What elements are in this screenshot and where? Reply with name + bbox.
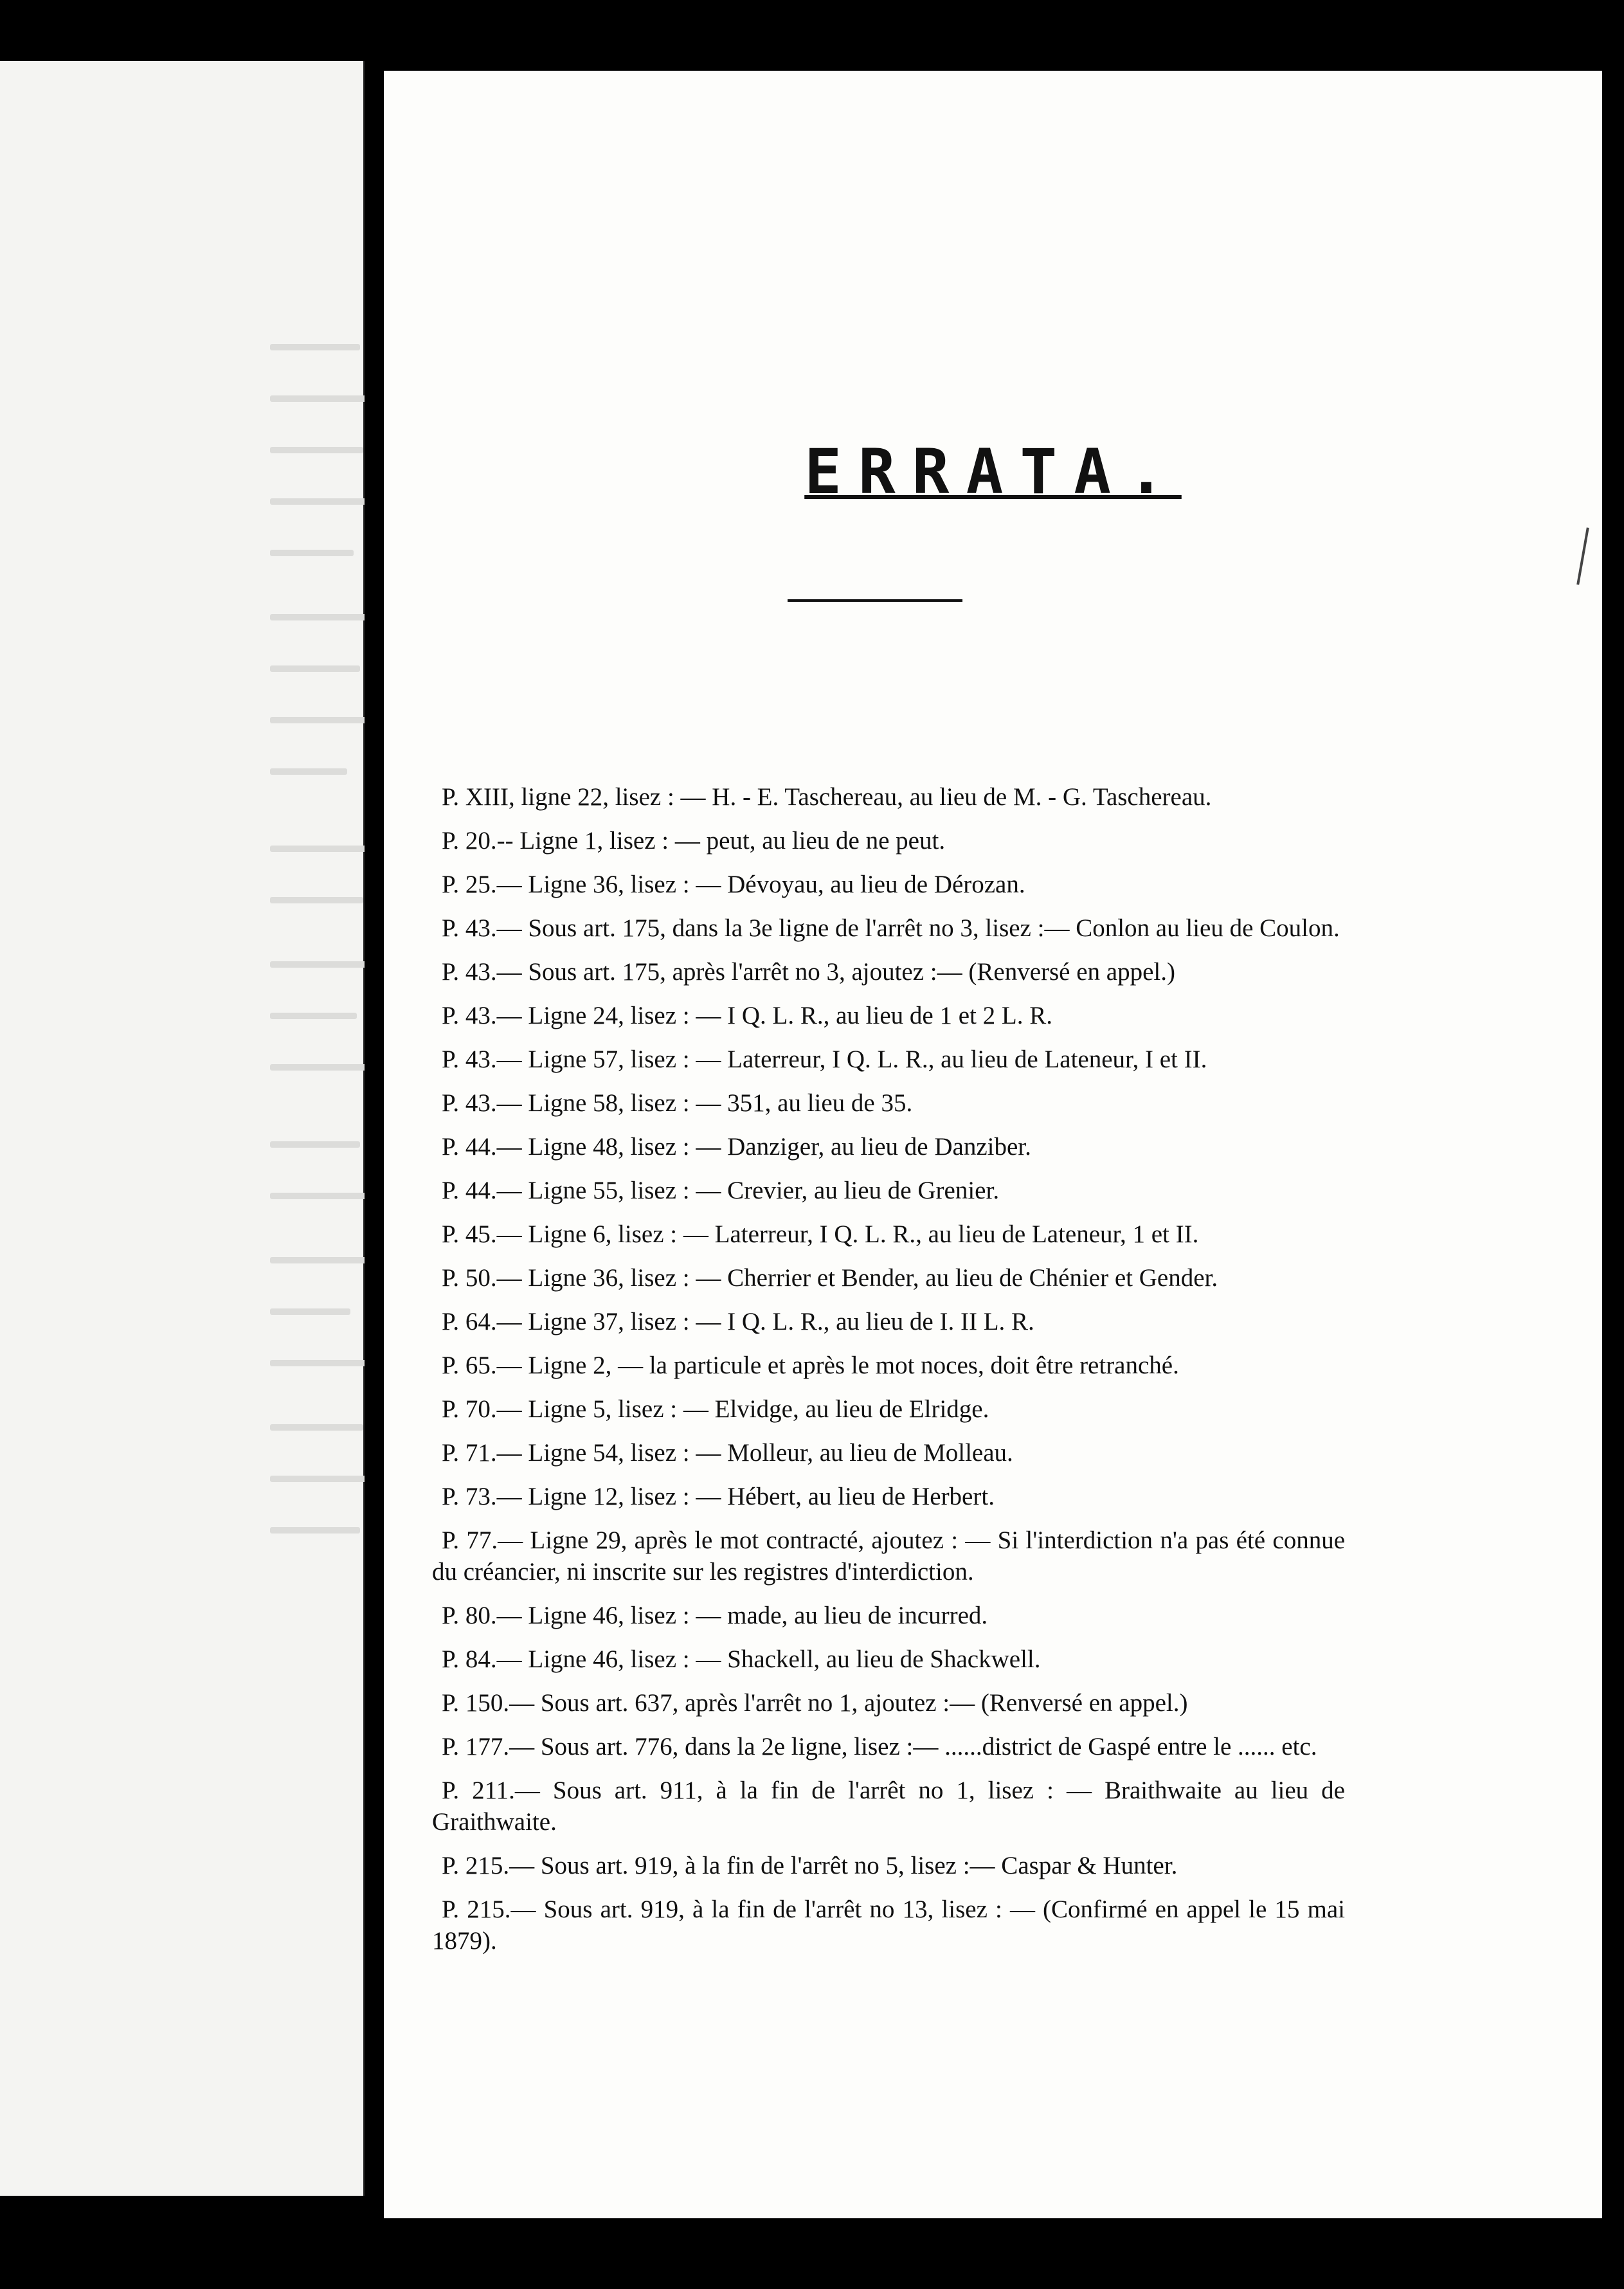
errata-entry: P. 84.— Ligne 46, lisez : — Shackell, au lieu de Shackwell.: [442, 1645, 1041, 1673]
bleed-through-line: [270, 1064, 366, 1071]
errata-entry: P. 44.— Ligne 48, lisez : — Danziger, au lieu de Danziber.: [442, 1133, 1031, 1161]
bleed-through-line: [270, 665, 360, 672]
bleed-through-line: [270, 1308, 350, 1315]
errata-entry: P. 70.— Ligne 5, lisez : — Elvidge, au lieu de Elridge.: [442, 1395, 989, 1423]
errata-entry: P. 43.— Sous art. 175, dans la 3e ligne de l'arrêt no 3, lisez :— Conlon au lieu de Coulon.: [442, 914, 1340, 942]
errata-entry: P. 43.— Ligne 58, lisez : — 351, au lieu de 35.: [442, 1089, 913, 1117]
bleed-through-line: [270, 550, 354, 556]
bleed-through-line: [270, 498, 366, 505]
bleed-through-line: [270, 614, 366, 620]
errata-entry: P. 43.— Ligne 24, lisez : — I Q. L. R., au lieu de 1 et 2 L. R.: [442, 1002, 1052, 1029]
errata-page: [384, 71, 1602, 2218]
bleed-through-line: [270, 1013, 357, 1019]
errata-entry: P. 50.— Ligne 36, lisez : — Cherrier et Bender, au lieu de Chénier et Gender.: [442, 1264, 1218, 1292]
bleed-through-line: [270, 395, 366, 402]
bleed-through-line: [270, 344, 360, 350]
errata-entry: P. XIII, ligne 22, lisez : — H. - E. Taschereau, au lieu de M. - G. Taschereau.: [442, 783, 1212, 811]
errata-entry: P. 64.— Ligne 37, lisez : — I Q. L. R., au lieu de I. II L. R.: [442, 1308, 1034, 1335]
errata-entry: P. 44.— Ligne 55, lisez : — Crevier, au lieu de Grenier.: [442, 1177, 1000, 1204]
bleed-through-line: [270, 1424, 363, 1431]
errata-entry: P. 43.— Ligne 57, lisez : — Laterreur, I Q. L. R., au lieu de Lateneur, I et II.: [442, 1045, 1207, 1073]
bleed-through-line: [270, 1527, 360, 1534]
errata-entry: P. 215.— Sous art. 919, à la fin de l'arrêt no 13, lisez : — (Confirmé en appel le 15 mai 1879).: [432, 1895, 1345, 1955]
errata-entry: P. 43.— Sous art. 175, après l'arrêt no 3, ajoutez :— (Renversé en appel.): [442, 958, 1175, 986]
bleed-through-line: [270, 897, 363, 903]
book-gutter: [365, 61, 384, 2196]
bleed-through-line: [270, 1193, 366, 1199]
errata-entry: P. 71.— Ligne 54, lisez : — Molleur, au lieu de Molleau.: [442, 1439, 1013, 1467]
errata-entry: P. 150.— Sous art. 637, après l'arrêt no 1, ajoutez :— (Renversé en appel.): [442, 1689, 1188, 1717]
errata-entry: P. 20.-- Ligne 1, lisez : — peut, au lieu de ne peut.: [442, 827, 946, 855]
errata-entry: P. 65.— Ligne 2, — la particule et après le mot noces, doit être retranché.: [442, 1352, 1179, 1379]
bleed-through-line: [270, 717, 366, 723]
errata-entry: P. 25.— Ligne 36, lisez : — Dévoyau, au lieu de Dérozan.: [442, 871, 1025, 898]
errata-entry: P. 80.— Ligne 46, lisez : — made, au lieu de incurred.: [442, 1602, 988, 1629]
errata-list: [432, 781, 1345, 1969]
bleed-through-line: [270, 961, 366, 968]
facing-page: [0, 61, 365, 2196]
title-rule: [788, 599, 962, 602]
bleed-through-line: [270, 768, 347, 775]
errata-entry: P. 73.— Ligne 12, lisez : — Hébert, au lieu de Herbert.: [442, 1483, 995, 1510]
errata-entry: P. 77.— Ligne 29, après le mot contracté, ajoutez : — Si l'interdiction n'a pas été connue du créancier, ni inscrite sur les registres d'interdiction.: [432, 1526, 1345, 1586]
bleed-through-line: [270, 1476, 366, 1482]
errata-entry: P. 215.— Sous art. 919, à la fin de l'arrêt no 5, lisez :— Caspar & Hunter.: [442, 1852, 1178, 1879]
bleed-through-line: [270, 1360, 366, 1366]
errata-entry: P. 45.— Ligne 6, lisez : — Laterreur, I Q. L. R., au lieu de Lateneur, 1 et II.: [442, 1220, 1199, 1248]
bleed-through-line: [270, 447, 363, 453]
bleed-through-line: [270, 846, 366, 852]
bleed-through-line: [270, 1141, 360, 1148]
errata-entry: P. 211.— Sous art. 911, à la fin de l'arrêt no 1, lisez : — Braithwaite au lieu de Graithwaite.: [432, 1777, 1345, 1836]
errata-title: ERRATA.: [804, 436, 1182, 508]
errata-entry: P. 177.— Sous art. 776, dans la 2e ligne, lisez :— ......district de Gaspé entre le ...... etc.: [442, 1733, 1317, 1760]
bleed-through-line: [270, 1257, 366, 1263]
